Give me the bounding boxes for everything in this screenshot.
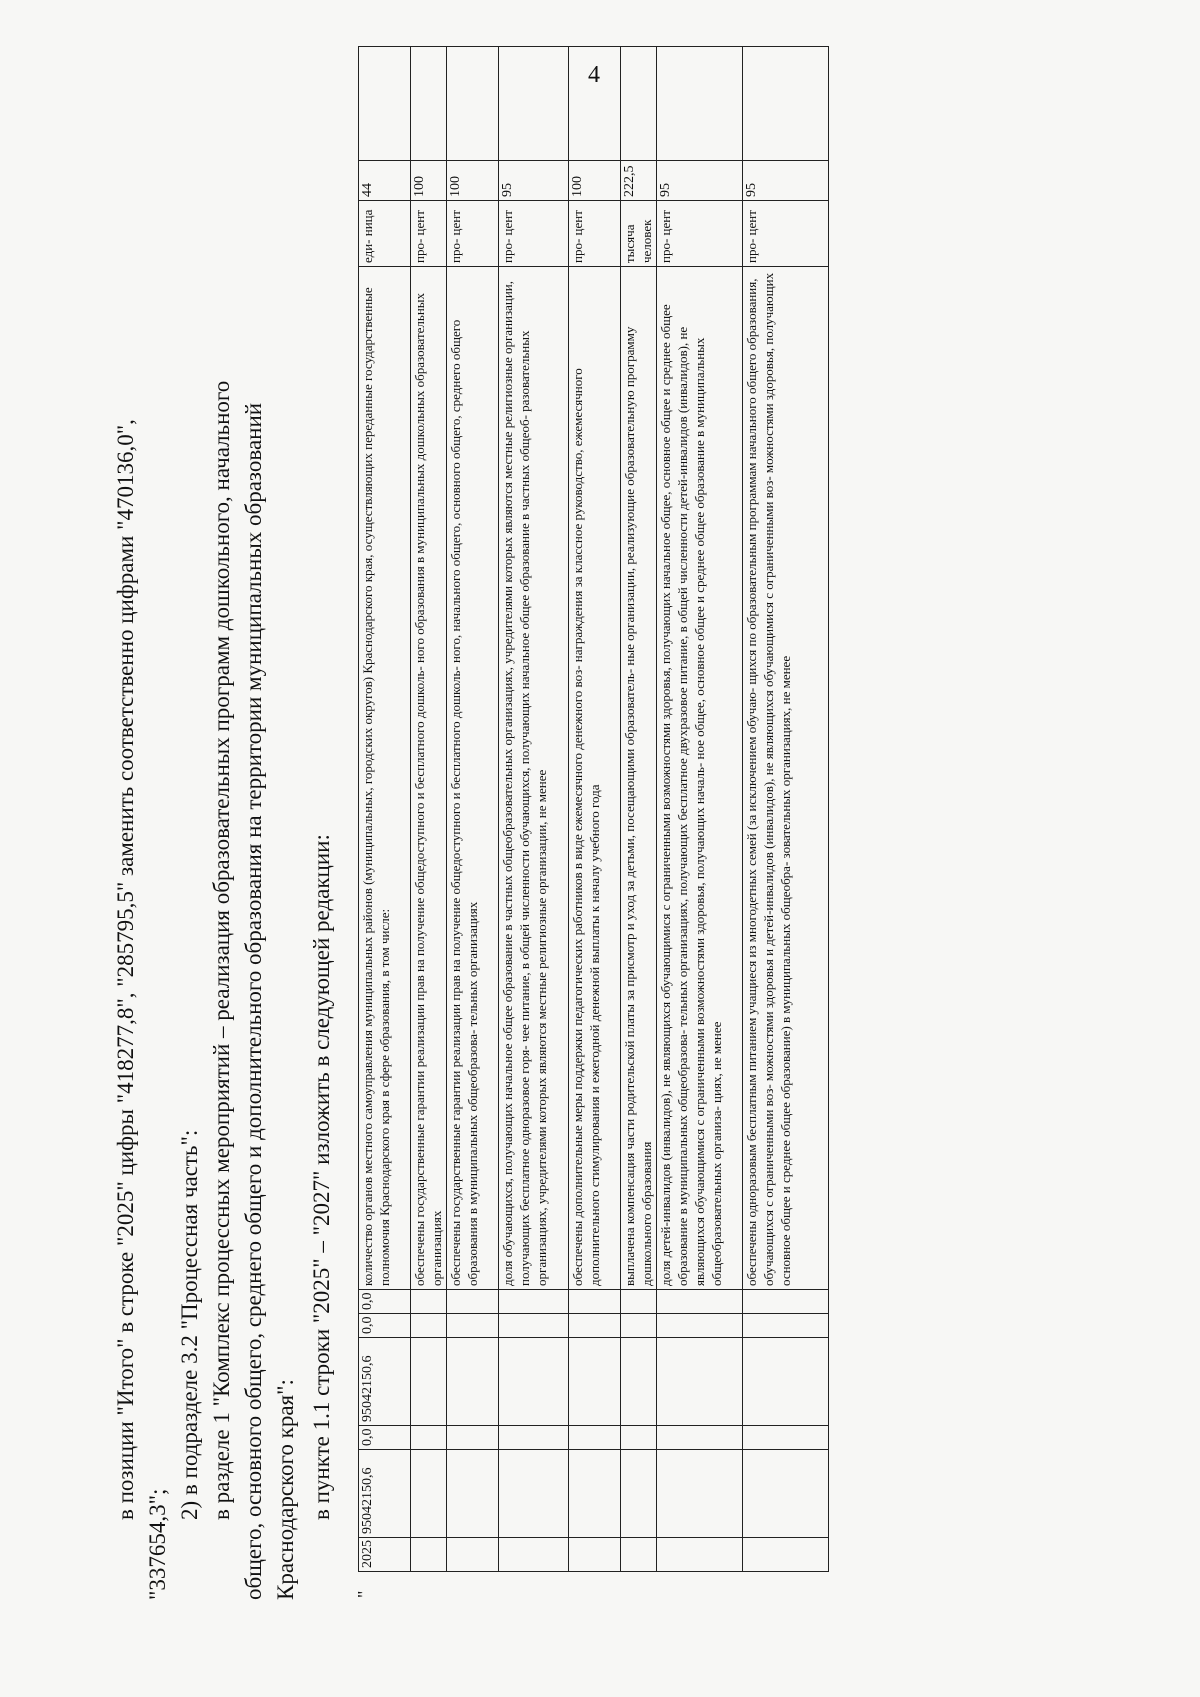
table-row	[569, 47, 621, 1572]
paragraph-point: в пункте 1.1 строки "2025" – "2027" изложить в следующей редакции:	[309, 834, 334, 1520]
empty-cell	[411, 1426, 447, 1450]
paragraph-itogo-line1: в позиции "Итого" в строке "2025" цифры "418277,8", "285795,5" заменить соответственно цифрами "470136,0",	[113, 419, 138, 1520]
empty-cell	[411, 1450, 447, 1538]
empty-cell	[569, 1450, 621, 1538]
empty-cell	[743, 47, 829, 161]
empty-cell	[499, 1290, 569, 1314]
empty-cell	[499, 1338, 569, 1426]
table-row	[621, 47, 657, 1572]
empty-cell	[657, 1538, 743, 1572]
empty-cell	[657, 1290, 743, 1314]
empty-cell	[447, 1538, 499, 1572]
empty-cell	[743, 1338, 829, 1426]
table-row	[447, 47, 499, 1572]
indicator-text: количество органов местного самоуправления муниципальных районов (муниципальных, городских округов) Краснодарского края, осуществляющих переданные государственные полномочия Краснодарского края в сфере образования, в том числе:	[359, 267, 411, 1290]
empty-cell	[743, 1426, 829, 1450]
zero-cell: 0,0	[359, 1426, 411, 1450]
empty-cell	[447, 1314, 499, 1338]
table-row	[411, 47, 447, 1572]
indicator-value: 100	[447, 161, 499, 201]
empty-cell	[411, 1338, 447, 1426]
indicator-text: обеспечены дополнительные меры поддержки педагогических работников в виде ежемесячного денежного воз- награждения за классное руководство, ежемесячного дополнительного стимулирования и ежегодной денежной выплаты к началу учебного года	[569, 267, 621, 1290]
empty-cell	[569, 1426, 621, 1450]
empty-cell	[621, 1426, 657, 1450]
empty-cell	[411, 1314, 447, 1338]
empty-cell	[657, 1450, 743, 1538]
empty-cell	[499, 47, 569, 161]
empty-cell	[499, 1538, 569, 1572]
indicator-value: 44	[359, 161, 411, 201]
amount-cell: 95042150,6	[359, 1450, 411, 1538]
empty-cell	[743, 1450, 829, 1538]
paragraph-section-line2: общего, основного общего, среднего общего и дополнительного образования на территории муниципальных образований	[241, 402, 266, 1600]
empty-cell	[621, 1338, 657, 1426]
year-cell: 2025	[359, 1538, 411, 1572]
empty-cell	[569, 1290, 621, 1314]
page-number: 4	[588, 62, 600, 88]
rotated-page-content	[110, 20, 1150, 1600]
empty-cell	[569, 47, 621, 161]
empty-cell	[447, 1290, 499, 1314]
indicator-unit: про- цент	[499, 201, 569, 267]
indicator-unit: про- цент	[743, 201, 829, 267]
table-row	[359, 47, 411, 1572]
indicator-text: доля детей-инвалидов (инвалидов), не являющихся обучающимися с ограниченными возможностями здоровья, получающих начальное общее, основное общее и среднее общее образование в муниципальных общеобразова- тельных организациях, получающих бесплатное двухразовое питание, в общей численности детей-инвалидов (инвалидов), не являющихся обучающимися с ограниченными возможностями здоровья, получающих началь- ное общее, основное общее и среднее общее образование в муниципальных общеобразовательных организа- циях, не менее	[657, 267, 743, 1290]
empty-cell	[569, 1538, 621, 1572]
indicator-text: обеспечены государственные гарантии реализации прав на получение общедоступного и бесплатного дошколь- ного, начального общего, основного общего, среднего общего образования в муниципальных общеобразова- тельных организациях	[447, 267, 499, 1290]
indicator-text: выплачена компенсация части родительской платы за присмотр и уход за детьми, посещающими образователь- ные организации, реализующие образовательную программу дошкольного образования	[621, 267, 657, 1290]
paragraph-itogo-line2: "337654,3";	[145, 1488, 170, 1600]
indicator-value: 95	[743, 161, 829, 201]
zero-cell: 0,0	[359, 1290, 411, 1314]
empty-cell	[569, 1338, 621, 1426]
paragraph-itogo	[110, 20, 174, 1600]
indicator-text: обеспечены государственные гарантии реализации прав на получение общедоступного и бесплатного дошколь- ного образования в муниципальных дошкольных образовательных организациях	[411, 267, 447, 1290]
empty-cell	[621, 1538, 657, 1572]
empty-cell	[657, 1338, 743, 1426]
empty-cell	[657, 1426, 743, 1450]
empty-cell	[569, 1314, 621, 1338]
indicator-value: 222,5	[621, 161, 657, 201]
empty-cell	[499, 1450, 569, 1538]
empty-cell	[411, 1290, 447, 1314]
empty-cell	[621, 1290, 657, 1314]
indicators-table	[358, 46, 829, 1572]
paragraph-section-line1: в разделе 1 "Комплекс процессных мероприятий – реализация образовательных программ дошкольного, начального	[209, 380, 234, 1520]
indicator-unit: про- цент	[447, 201, 499, 267]
indicator-value: 95	[499, 161, 569, 201]
empty-cell	[499, 1426, 569, 1450]
indicator-unit: еди- ница	[359, 201, 411, 267]
indicator-value: 100	[569, 161, 621, 201]
zero-cell: 0,0	[359, 1314, 411, 1338]
empty-cell	[499, 1314, 569, 1338]
amount-cell: 95042150,6	[359, 1338, 411, 1426]
empty-cell	[411, 47, 447, 161]
table-row	[743, 47, 829, 1572]
indicator-unit: про- цент	[411, 201, 447, 267]
empty-cell	[743, 1290, 829, 1314]
empty-cell	[621, 1450, 657, 1538]
indicator-unit: тысяча человек	[621, 201, 657, 267]
empty-cell	[657, 1314, 743, 1338]
paragraph-section-line3: Краснодарского края":	[273, 1379, 298, 1600]
empty-cell	[447, 1450, 499, 1538]
empty-cell	[447, 1426, 499, 1450]
empty-cell	[411, 1538, 447, 1572]
paragraph-subsection: 2) в подразделе 3.2 "Процессная часть":	[177, 1129, 202, 1520]
opening-quote: "	[354, 1590, 374, 1598]
indicator-text: доля обучающихся, получающих начальное общее образование в частных общеобразовательных организациях, учредителями которых являются местные религиозные организации, получающих бесплатное одноразовое горя- чее питание, в общей численности обучающихся, получающих начальное общее образование в частных общеоб- разовательных организациях, учредителями которых являются местные религиозные организации, не менее	[499, 267, 569, 1290]
empty-cell	[657, 47, 743, 161]
indicator-value: 95	[657, 161, 743, 201]
empty-cell	[621, 1314, 657, 1338]
empty-cell	[743, 1538, 829, 1572]
indicator-value: 100	[411, 161, 447, 201]
table-row	[657, 47, 743, 1572]
empty-cell	[743, 1314, 829, 1338]
empty-cell	[359, 47, 411, 161]
empty-cell	[447, 1338, 499, 1426]
empty-cell	[621, 47, 657, 161]
indicator-text: обеспечены одноразовым бесплатным питанием учащиеся из многодетных семей (за исключением обучаю- щихся по образовательным программам начального общего образования, обучающихся с ограниченными воз- можностями здоровья и детей-инвалидов (инвалидов), не являющихся обучающимися с ограниченными воз- можностями здоровья, получающих основное общее и среднее общее образование) в муниципальных общеобра- зовательных организациях, не менее	[743, 267, 829, 1290]
empty-cell	[447, 47, 499, 161]
table-row	[499, 47, 569, 1572]
indicator-unit: про- цент	[569, 201, 621, 267]
indicator-unit: про- цент	[657, 201, 743, 267]
